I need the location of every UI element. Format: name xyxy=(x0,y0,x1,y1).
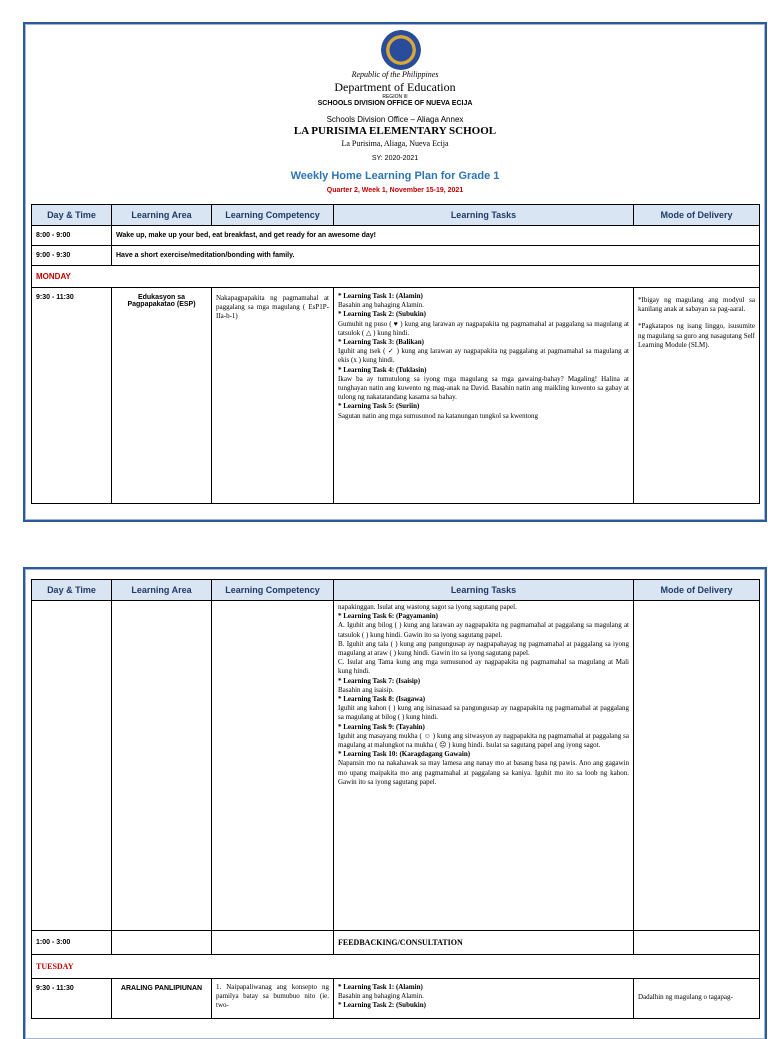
learning-area-cell: ARALING PANLIPIUNAN xyxy=(112,979,212,1019)
task-body: Basahin ang bahaging Alamin. xyxy=(338,992,424,1001)
time-cell: 8:00 - 9:00 xyxy=(32,226,112,246)
task-title: * Learning Task 1: (Alamin) xyxy=(338,983,423,991)
task-body: napakinggan. Isulat ang wastong sagot sa iyong sagutang papel. xyxy=(338,603,517,611)
table-row xyxy=(32,955,760,979)
col-day-time: Day & Time xyxy=(32,205,112,226)
school-name: LA PURISIMA ELEMENTARY SCHOOL xyxy=(293,125,497,137)
plan-table-page1 xyxy=(31,204,760,504)
table-row xyxy=(32,226,760,246)
plan-title: Weekly Home Learning Plan for Grade 1 xyxy=(290,170,500,182)
col-learning-area: Learning Area xyxy=(112,205,212,226)
time-cell: 1:00 - 3:00 xyxy=(32,931,112,955)
task-body: A. Iguhit ang bilog ( ) kung ang larawan ay nagpapakita ng pagmamahal at paggalang sa magulang at tatsulok ( ) kung hindi. Gawin ito sa iyong sagutang papel. xyxy=(338,621,629,639)
task-title: * Learning Task 2: (Subukin) xyxy=(338,1001,426,1010)
routine-cell: Have a short exercise/meditation/bonding with family. xyxy=(112,246,760,266)
school-year: SY: 2020-2021 xyxy=(371,155,419,162)
document-page-1 xyxy=(23,22,767,522)
task-title: * Learning Task 7: (Isaisip) xyxy=(338,676,421,685)
task-body: C. Isulat ang Tama kung ang mga sumusunod ay nagpapakita ng pagmamahal sa magulang at Mali kung hindi. xyxy=(338,658,629,676)
mode-cell xyxy=(634,288,760,504)
routine-cell: Wake up, make up your bed, eat breakfast, and get ready for an awesome day! xyxy=(112,226,760,246)
col-day-time: Day & Time xyxy=(32,580,112,601)
task-title: * Learning Task 9: (Tayahin) xyxy=(338,722,425,731)
time-cell xyxy=(32,601,112,931)
table-header-row xyxy=(32,580,760,601)
learning-area-cell xyxy=(112,601,212,931)
table-header-row xyxy=(32,205,760,226)
table-row xyxy=(32,979,760,1019)
col-learning-area: Learning Area xyxy=(112,580,212,601)
col-mode-of-delivery: Mode of Delivery xyxy=(634,205,760,226)
col-mode-of-delivery: Mode of Delivery xyxy=(634,580,760,601)
task-body: Ikaw ba ay tumutulong sa iyong mga magulang sa mga gawaing-bahay? Magaling! Halina at tunghayan natin ang kuwento ng mag-anak na David. Basahin natin ang maikling kuwento sa gabay at tulong ng nakatatandang kasama sa bahay. xyxy=(338,374,629,402)
mode-note: *Pagkatapos ng isang linggo, isusumite ng magulang sa guro ang nasagutang Self Learning Module (SLM). xyxy=(638,322,755,349)
task-body: Iguhit ang tsek ( ✓ ) kung ang larawan ay nagpapakita ng paggalang at pagmamahal sa magulang at ekis (x ) kung hindi. xyxy=(338,347,629,365)
table-row xyxy=(32,601,760,931)
task-body: Gumuhit ng puso ( ♥ ) kung ang larawan ay nagpapakita ng pagmamahal at paggalang sa magulang at tatsulok ( △ ) kung hindi. xyxy=(338,319,629,337)
col-learning-competency: Learning Competency xyxy=(212,580,334,601)
task-body: Basahin ang bahaging Alamin. xyxy=(338,301,424,310)
time-cell: 9:30 - 11:30 xyxy=(32,979,112,1019)
task-title: * Learning Task 3: (Balikan) xyxy=(338,338,424,347)
school-address: La Purisima, Aliaga, Nueva Ecija xyxy=(341,139,449,148)
tasks-cell xyxy=(334,288,634,504)
tasks-cell xyxy=(334,601,634,931)
region-line: REGION III xyxy=(382,94,408,100)
task-title: * Learning Task 10: (Karagdagang Gawain) xyxy=(338,750,471,759)
department-line: Department of Education xyxy=(334,80,456,94)
task-body: Napansin mo na nakahawak sa may lamesa ang nanay mo at basang basa ng pawis. Ano ang gagawin mo upang maipakita mo ang pagmamahal at paggalang sa kaniya. Iguhit mo ito sa loob ng kahon. Gawin ito sa iyong sagutang papel. xyxy=(338,759,629,786)
table-row xyxy=(32,266,760,288)
time-cell: 9:00 - 9:30 xyxy=(32,246,112,266)
competency-cell: Nakapagpapakita ng pagmamahal at paggalang sa mga magulang ( EsP1P-IIa-b-1) xyxy=(212,288,334,504)
mode-cell: Dadalhin ng magulang o tagapag- xyxy=(634,979,760,1019)
task-title: * Learning Task 6: (Pagyamanin) xyxy=(338,612,438,621)
mode-note: *Ibigay ng magulang ang modyul sa kanilang anak at sabayan sa pag-aaral. xyxy=(638,296,755,314)
time-cell: 9:30 - 11:30 xyxy=(32,288,112,504)
competency-cell: 1. Naipapaliwanag ang konsepto ng pamilya batay sa bumubuo nito (ie. two- xyxy=(212,979,334,1019)
feedback-cell: FEEDBACKING/CONSULTATION xyxy=(334,931,634,955)
day-label-monday: MONDAY xyxy=(32,266,760,288)
competency-cell xyxy=(212,931,334,955)
task-title: * Learning Task 2: (Subukin) xyxy=(338,310,426,319)
task-title: * Learning Task 1: (Alamin) xyxy=(338,292,423,300)
mode-cell xyxy=(634,601,760,931)
day-label-tuesday: TUESDAY xyxy=(32,955,760,979)
col-learning-competency: Learning Competency xyxy=(212,205,334,226)
plan-table-page2 xyxy=(31,579,760,1019)
mode-cell xyxy=(634,931,760,955)
table-row xyxy=(32,288,760,504)
task-title: * Learning Task 4: (Tuklasin) xyxy=(338,365,427,374)
sdo-line: SCHOOLS DIVISION OFFICE OF NUEVA ECIJA xyxy=(317,100,473,107)
task-body: Iguhit ang masayang mukha ( ☺ ) kung ang sitwasyon ay nagpapakita ng pagmamahal at paggalang sa magulang at malungkot na mukha ( ☹ ) kung hindi. Isulat sa sagutang papel ang iyong sagot. xyxy=(338,731,629,750)
learning-area-cell xyxy=(112,931,212,955)
task-body: Basahin ang isaisip. xyxy=(338,685,394,694)
sdo-annex-line: Schools Division Office – Aliaga Annex xyxy=(326,115,464,124)
col-learning-tasks: Learning Tasks xyxy=(334,580,634,601)
task-body: Iguhit ang kahon ( ) kung ang isinasaad sa pangungusap ay nagpapakita ng pagmamahal at paggalang sa magulang at bilog ( ) kung hindi. xyxy=(338,704,629,722)
task-title: * Learning Task 5: (Suriin) xyxy=(338,402,420,411)
table-row xyxy=(32,246,760,266)
learning-area-cell: Edukasyon sa Pagpapakatao (ESP) xyxy=(112,288,212,504)
deped-seal-icon xyxy=(381,30,421,70)
document-page-2 xyxy=(23,567,767,1039)
task-body: B. Iguhit ang tala ( ) kung ang pangungusap ay nagpapahayag ng pagmamahal at paggalang sa iyong magulang at araw ( ) kung hindi. Gawin ito sa iyong sagutang papel. xyxy=(338,639,629,658)
col-learning-tasks: Learning Tasks xyxy=(334,205,634,226)
table-row xyxy=(32,931,760,955)
competency-cell xyxy=(212,601,334,931)
quarter-line: Quarter 2, Week 1, November 15-19, 2021 xyxy=(326,187,464,194)
republic-line: Republic of the Philippines xyxy=(351,70,439,79)
task-title: * Learning Task 8: (Isagawa) xyxy=(338,695,426,704)
task-body: Sagutan natin ang mga sumusunod na katanungan tungkol sa kwentong xyxy=(338,411,539,420)
tasks-cell xyxy=(334,979,634,1019)
